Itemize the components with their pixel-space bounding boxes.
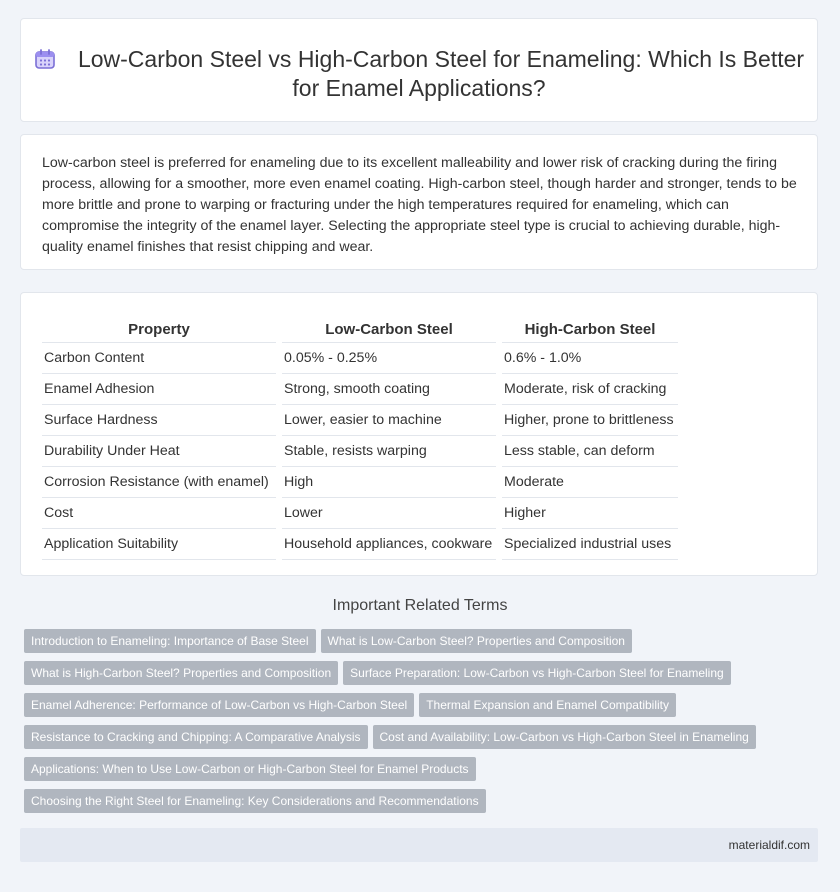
- table-cell: Cost: [42, 498, 276, 529]
- table-cell: Durability Under Heat: [42, 436, 276, 467]
- table-cell: Moderate: [502, 467, 678, 498]
- page-title: Low-Carbon Steel vs High-Carbon Steel for Enameling: Which Is Better for Enamel Applications?: [77, 46, 805, 101]
- related-term-tag[interactable]: Cost and Availability: Low-Carbon vs High-Carbon Steel in Enameling: [373, 725, 756, 749]
- intro-paragraph: Low-carbon steel is preferred for enameling due to its excellent malleability and lower risk of cracking during the firing process, allowing for a smoother, more even enamel coating. High-carbon steel, though harder and stronger, tends to be more brittle and prone to warping or fracturing under the high temperatures required for enameling, which can compromise the integrity of the enamel layer. Selecting the appropriate steel type is crucial to achieving durable, high-quality enamel finishes that resist chipping and wear.: [42, 155, 797, 255]
- table-row: [42, 343, 678, 374]
- table-row: [42, 498, 678, 529]
- tag-row: [24, 693, 814, 725]
- related-terms-title: Important Related Terms: [332, 597, 508, 614]
- table-cell: Carbon Content: [42, 343, 276, 374]
- related-term-tag[interactable]: Surface Preparation: Low-Carbon vs High-Carbon Steel for Enameling: [343, 661, 731, 685]
- tag-row: [24, 629, 814, 661]
- table-row: [42, 374, 678, 405]
- table-cell: Higher, prone to brittleness: [502, 405, 678, 436]
- table-cell: Surface Hardness: [42, 405, 276, 436]
- table-header-row: [42, 313, 678, 343]
- related-term-tag[interactable]: Resistance to Cracking and Chipping: A Comparative Analysis: [24, 725, 368, 749]
- tag-row: [24, 789, 814, 821]
- calendar-icon: [34, 48, 56, 70]
- table-cell: High: [282, 467, 496, 498]
- table-cell: Higher: [502, 498, 678, 529]
- table-cell: Stable, resists warping: [282, 436, 496, 467]
- table-row: [42, 529, 678, 560]
- related-term-tag[interactable]: What is High-Carbon Steel? Properties and Composition: [24, 661, 338, 685]
- table-cell: Lower: [282, 498, 496, 529]
- tag-row: [24, 725, 814, 757]
- table-cell: Less stable, can deform: [502, 436, 678, 467]
- footer: [20, 828, 818, 862]
- table-cell: Corrosion Resistance (with enamel): [42, 467, 276, 498]
- related-terms-list: [24, 629, 814, 821]
- header-property: Property: [42, 313, 276, 343]
- comparison-table: [36, 313, 684, 560]
- table-row: [42, 405, 678, 436]
- footer-site-link[interactable]: materialdif.com: [728, 838, 810, 852]
- table-cell: 0.05% - 0.25%: [282, 343, 496, 374]
- table-cell: Strong, smooth coating: [282, 374, 496, 405]
- table-cell: 0.6% - 1.0%: [502, 343, 678, 374]
- header-high-carbon: High-Carbon Steel: [502, 313, 678, 343]
- related-term-tag[interactable]: Introduction to Enameling: Importance of Base Steel: [24, 629, 316, 653]
- table-cell: Application Suitability: [42, 529, 276, 560]
- tag-row: [24, 757, 814, 789]
- header-low-carbon: Low-Carbon Steel: [282, 313, 496, 343]
- table-cell: Moderate, risk of cracking: [502, 374, 678, 405]
- related-term-tag[interactable]: What is Low-Carbon Steel? Properties and Composition: [321, 629, 632, 653]
- page-title-wrap: [21, 45, 817, 103]
- header-card: [20, 18, 818, 122]
- intro-card: [20, 134, 818, 270]
- table-cell: Specialized industrial uses: [502, 529, 678, 560]
- related-term-tag[interactable]: Choosing the Right Steel for Enameling: Key Considerations and Recommendations: [24, 789, 486, 813]
- table-row: [42, 436, 678, 467]
- related-term-tag[interactable]: Applications: When to Use Low-Carbon or High-Carbon Steel for Enamel Products: [24, 757, 476, 781]
- table-cell: Lower, easier to machine: [282, 405, 496, 436]
- tag-row: [24, 661, 814, 693]
- related-term-tag[interactable]: Thermal Expansion and Enamel Compatibility: [419, 693, 676, 717]
- comparison-table-card: [20, 292, 818, 576]
- table-cell: Enamel Adhesion: [42, 374, 276, 405]
- table-cell: Household appliances, cookware: [282, 529, 496, 560]
- table-row: [42, 467, 678, 498]
- related-term-tag[interactable]: Enamel Adherence: Performance of Low-Carbon vs High-Carbon Steel: [24, 693, 414, 717]
